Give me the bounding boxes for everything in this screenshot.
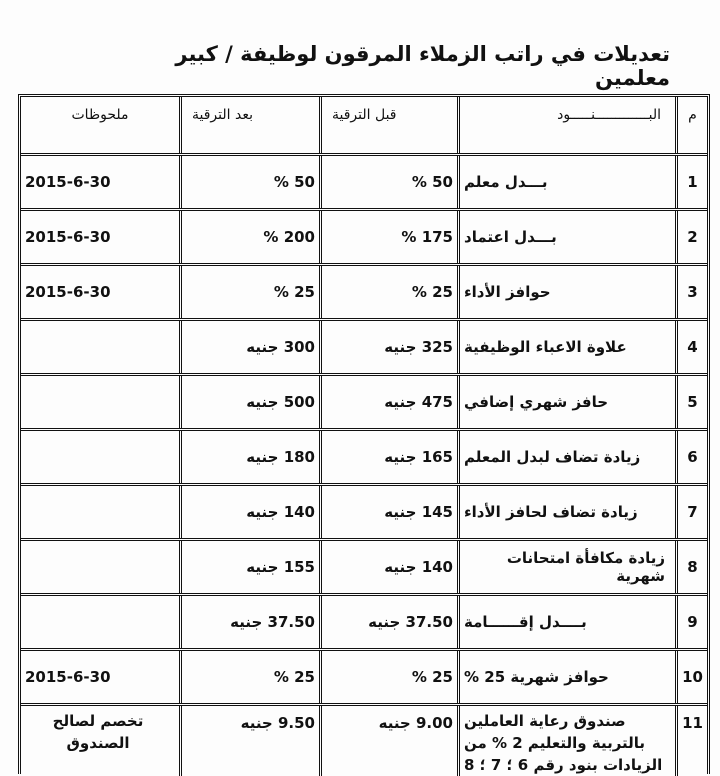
cell-before-text: 9.00 جنيه: [378, 714, 453, 732]
cell-item-text: حوافز شهرية 25 %: [464, 668, 609, 686]
header-item-label: البـــــــــــــنـــــود: [557, 107, 661, 123]
cell-before-text: 475 جنيه: [384, 393, 453, 411]
cell-after: [179, 596, 319, 648]
cell-before-text: 50 %: [411, 173, 453, 191]
table-row: [21, 541, 707, 596]
cell-item-text: بــــدل إقــــــامة: [464, 613, 587, 631]
cell-notes: [21, 706, 179, 776]
table-row: [21, 431, 707, 486]
cell-item-text: بـــدل معلم: [464, 173, 548, 191]
cell-m: [675, 266, 707, 318]
cell-after: [179, 486, 319, 538]
cell-notes-text: 2015-6-30: [25, 228, 111, 246]
cell-item: [457, 431, 675, 483]
cell-notes: [21, 321, 179, 373]
cell-after: [179, 706, 319, 776]
cell-m: [675, 596, 707, 648]
cell-item-text: علاوة الاعباء الوظيفية: [464, 338, 627, 356]
cell-notes: [21, 596, 179, 648]
cell-after-text: 9.50 جنيه: [240, 714, 315, 732]
cell-after: [179, 651, 319, 703]
cell-after-text: 140 جنيه: [246, 503, 315, 521]
cell-notes: [21, 431, 179, 483]
table-row-11: [21, 706, 707, 776]
cell-m-text: 4: [687, 338, 698, 356]
table-row: [21, 486, 707, 541]
salary-table: [18, 94, 710, 774]
cell-after: [179, 541, 319, 593]
header-notes-label: ملحوظات: [71, 107, 129, 123]
cell-notes-text: 2015-6-30: [25, 668, 111, 686]
cell-notes: [21, 651, 179, 703]
table-row: [21, 376, 707, 431]
cell-before-text: 140 جنيه: [384, 558, 453, 576]
cell-notes-text: [25, 380, 175, 424]
cell-after-text: 200 %: [263, 228, 315, 246]
cell-m-text: 7: [687, 503, 698, 521]
cell-m: [675, 156, 707, 208]
cell-after-text: 50 %: [273, 173, 315, 191]
cell-before-text: 165 جنيه: [384, 448, 453, 466]
cell-notes: [21, 266, 179, 318]
cell-notes-text: [25, 600, 175, 644]
cell-after-text: 25 %: [273, 283, 315, 301]
cell-m: [675, 706, 707, 776]
cell-m: [675, 651, 707, 703]
cell-before: [319, 706, 457, 776]
document-title: تعديلات في راتب الزملاء المرقون لوظيفة / كبير معلمين: [175, 42, 670, 90]
cell-item-line: الزيادات بنود رقم 6 ؛ 7 ؛ 8: [464, 756, 663, 774]
header-m-label: م: [688, 107, 697, 123]
cell-item-text: حافز شهري إضافي: [464, 393, 609, 411]
header-m: [675, 97, 707, 153]
cell-after: [179, 431, 319, 483]
cell-before: [319, 266, 457, 318]
cell-before-text: 37.50 جنيه: [368, 613, 453, 631]
table-row: [21, 266, 707, 321]
cell-item: [457, 321, 675, 373]
header-before-label: قبل الترقية: [332, 107, 397, 123]
cell-after-text: 25 %: [273, 668, 315, 686]
table-row: [21, 651, 707, 706]
table-header-row: [21, 97, 707, 156]
cell-m: [675, 321, 707, 373]
cell-item-text: بـــدل اعتماد: [464, 228, 557, 246]
cell-after: [179, 321, 319, 373]
cell-before: [319, 596, 457, 648]
cell-before-text: 325 جنيه: [384, 338, 453, 356]
cell-m-text: 3: [687, 283, 698, 301]
cell-after-text: 500 جنيه: [246, 393, 315, 411]
cell-item: [457, 486, 675, 538]
cell-m-text: 9: [687, 613, 698, 631]
cell-item-line: صندوق رعاية العاملين: [464, 712, 626, 730]
cell-after: [179, 376, 319, 428]
cell-notes-text: 2015-6-30: [25, 173, 111, 191]
cell-m: [675, 541, 707, 593]
cell-m: [675, 376, 707, 428]
cell-m-text: 2: [687, 228, 698, 246]
cell-notes: [21, 211, 179, 263]
cell-notes-text: [25, 545, 175, 589]
cell-notes-line: تخصم لصالح: [52, 712, 144, 730]
header-item: [457, 97, 675, 153]
cell-item: [457, 266, 675, 318]
cell-after-text: 300 جنيه: [246, 338, 315, 356]
cell-after: [179, 266, 319, 318]
cell-notes-text: [25, 435, 175, 479]
cell-item: [457, 541, 675, 593]
cell-before-text: 145 جنيه: [384, 503, 453, 521]
cell-item: [457, 651, 675, 703]
cell-before: [319, 651, 457, 703]
cell-notes: [21, 486, 179, 538]
cell-notes-text: 2015-6-30: [25, 283, 111, 301]
cell-after-text: 37.50 جنيه: [230, 613, 315, 631]
cell-notes: [21, 156, 179, 208]
cell-after: [179, 211, 319, 263]
table-row: [21, 156, 707, 211]
cell-before: [319, 321, 457, 373]
header-before: [319, 97, 457, 153]
cell-notes: [21, 541, 179, 593]
cell-item-text: زيادة تضاف لحافز الأداء: [464, 503, 638, 521]
cell-item: [457, 706, 675, 776]
cell-before: [319, 211, 457, 263]
table-row: [21, 211, 707, 266]
cell-before: [319, 156, 457, 208]
cell-notes-text: [25, 490, 175, 534]
cell-m: [675, 486, 707, 538]
cell-m-text: 5: [687, 393, 698, 411]
cell-after: [179, 156, 319, 208]
cell-before: [319, 541, 457, 593]
header-notes: [21, 97, 179, 153]
cell-before-text: 25 %: [411, 283, 453, 301]
cell-before: [319, 486, 457, 538]
cell-notes: [21, 376, 179, 428]
table-row: [21, 321, 707, 376]
cell-before: [319, 376, 457, 428]
cell-item: [457, 596, 675, 648]
cell-item: [457, 376, 675, 428]
cell-item-line: بالتربية والتعليم 2 % من: [464, 734, 646, 752]
table-row: [21, 596, 707, 651]
header-after: [179, 97, 319, 153]
cell-before-text: 25 %: [411, 668, 453, 686]
cell-after-text: 155 جنيه: [246, 558, 315, 576]
cell-item-text: حوافز الأداء: [464, 283, 551, 301]
cell-m-text: 8: [687, 558, 698, 576]
header-after-label: بعد الترقية: [192, 107, 253, 123]
cell-item: [457, 156, 675, 208]
cell-m-text: 11: [682, 714, 703, 732]
cell-m: [675, 211, 707, 263]
cell-before: [319, 431, 457, 483]
cell-item: [457, 211, 675, 263]
cell-m-text: 10: [682, 668, 703, 686]
cell-item-text: زيادة مكافأة امتحانات شهرية: [506, 549, 665, 585]
cell-m-text: 6: [687, 448, 698, 466]
cell-item-text: زيادة تضاف لبدل المعلم: [464, 448, 641, 466]
cell-before-text: 175 %: [401, 228, 453, 246]
cell-m: [675, 431, 707, 483]
cell-notes-text: [25, 325, 175, 369]
cell-m-text: 1: [687, 173, 698, 191]
cell-notes-line: الصندوق: [66, 734, 130, 752]
cell-after-text: 180 جنيه: [246, 448, 315, 466]
